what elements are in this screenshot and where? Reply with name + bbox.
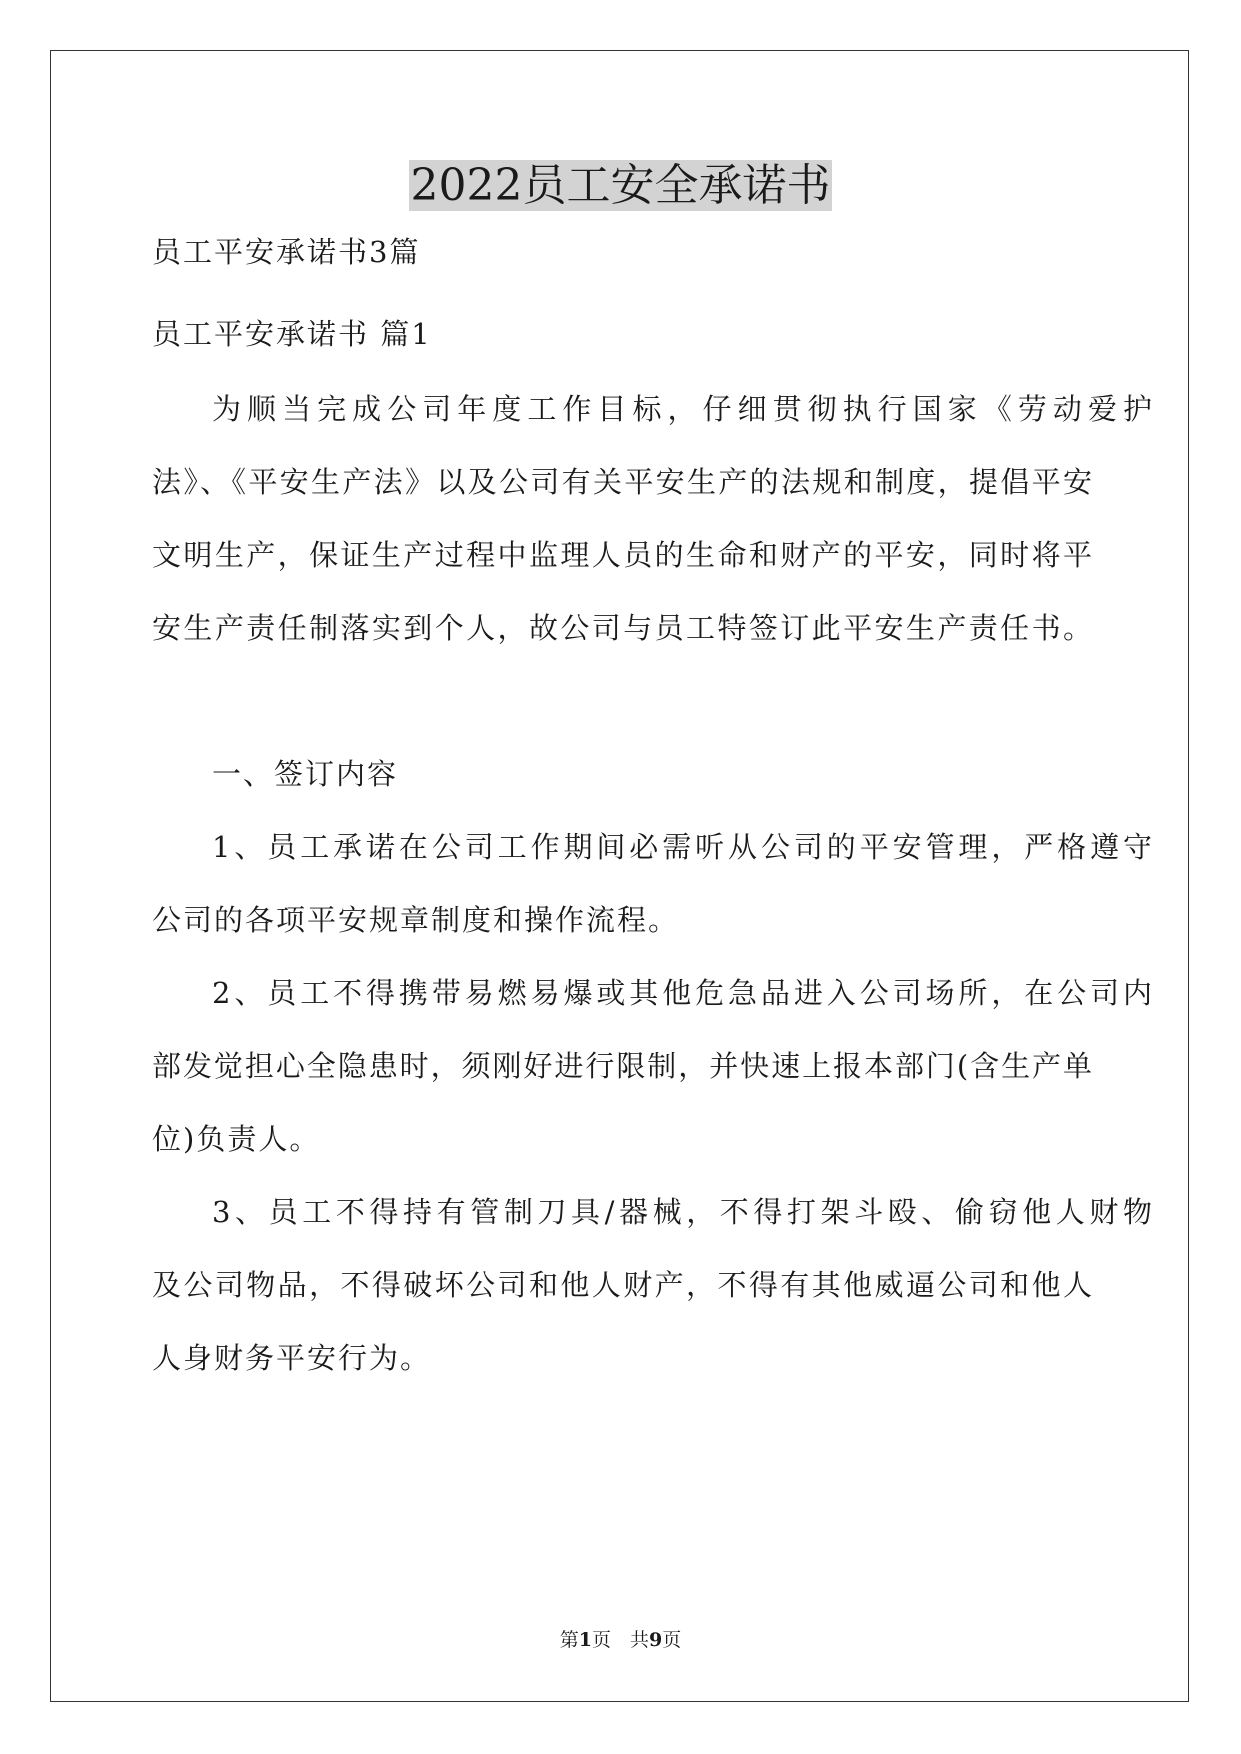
paragraph-line: 及公司物品，不得破坏公司和他人财产，不得有其他威逼公司和他人 [152, 1268, 1092, 1302]
paragraph-line: 位)负责人。 [152, 1122, 321, 1156]
section-heading: 员工平安承诺书 篇1 [152, 317, 432, 351]
paragraph-line: 为顺当完成公司年度工作目标，仔细贯彻执行国家《劳动爱护 [212, 392, 1152, 426]
paragraph-line: 法》、《平安生产法》以及公司有关平安生产的法规和制度，提倡平安 [152, 465, 1092, 499]
paragraph-line: 安生产责任制落实到个人，故公司与员工特签订此平安生产责任书。 [152, 611, 1092, 645]
paragraph-line: 2、员工不得携带易燃易爆或其他危急品进入公司场所，在公司内 [212, 976, 1152, 1010]
footer-prefix: 第 [559, 1629, 579, 1651]
paragraph-line: 3、员工不得持有管制刀具/器械，不得打架斗殴、偷窃他人财物 [212, 1195, 1152, 1229]
page-border [50, 50, 1189, 1702]
footer-middle: 页 共 [591, 1629, 649, 1651]
paragraph-line: 公司的各项平安规章制度和操作流程。 [152, 903, 680, 937]
document-title: 2022员工安全承诺书 [410, 160, 831, 211]
paragraph-line: 1、员工承诺在公司工作期间必需听从公司的平安管理，严格遵守 [212, 830, 1152, 864]
paragraph-line: 人身财务平安行为。 [152, 1341, 432, 1375]
footer-total-pages: 9 [649, 1629, 663, 1651]
clause-heading: 一、签订内容 [212, 757, 399, 791]
page-footer [0, 1628, 1241, 1652]
footer-suffix: 页 [662, 1629, 682, 1651]
subtitle: 员工平安承诺书3篇 [152, 235, 421, 269]
paragraph-line: 文明生产，保证生产过程中监理人员的生命和财产的平安，同时将平 [152, 538, 1092, 572]
footer-page-number: 1 [578, 1629, 592, 1651]
paragraph-line: 部发觉担心全隐患时，须刚好进行限制，并快速上报本部门(含生产单 [152, 1049, 1092, 1083]
